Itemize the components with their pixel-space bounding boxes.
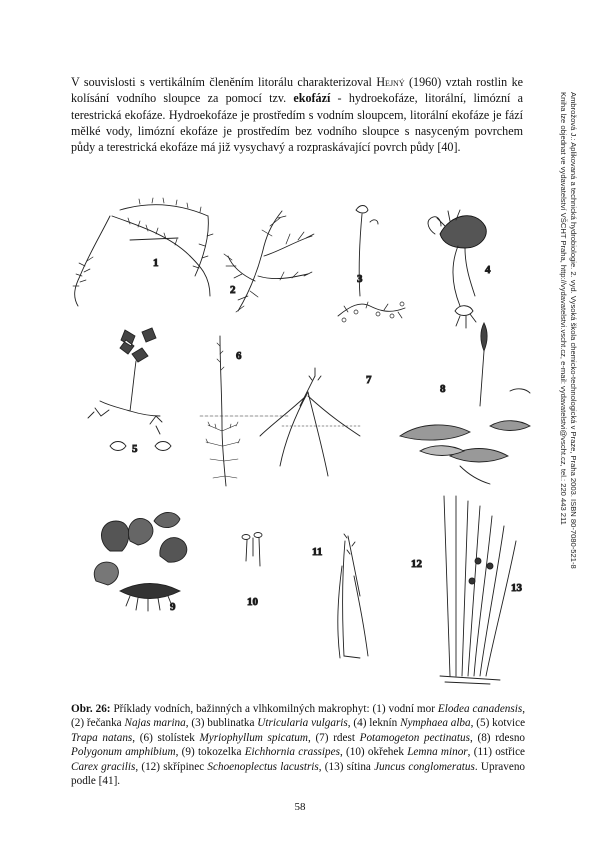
page-number: 58 xyxy=(294,801,306,813)
caption-item-number: (5) xyxy=(476,717,493,730)
caption-item xyxy=(141,761,324,773)
caption-item xyxy=(315,732,477,744)
body-paragraph xyxy=(71,74,523,155)
caption-item xyxy=(191,717,353,729)
plant-drawing-9 xyxy=(94,512,187,611)
caption-item-latin-name: Potamogeton pectinatus xyxy=(359,731,470,744)
author-name: Hejný xyxy=(376,75,405,89)
plant-drawing-6 xyxy=(200,336,290,486)
caption-item-number: (11) xyxy=(473,746,496,759)
caption-item-separator: , xyxy=(185,717,192,730)
caption-item-latin-name: Carex gracilis xyxy=(71,760,136,773)
caption-item-common-name: rdest xyxy=(333,731,360,744)
caption-item xyxy=(325,761,481,773)
caption-item-latin-name: Eichhornia crassipes xyxy=(244,746,340,759)
plant-drawing-4 xyxy=(428,210,486,328)
caption-item-separator: , xyxy=(135,760,142,773)
plant-label-8: 8 xyxy=(440,383,446,395)
caption-item-number: (10) xyxy=(346,746,368,759)
caption-item-common-name: rdesno xyxy=(495,731,526,744)
plant-drawing-5 xyxy=(88,328,171,451)
caption-item-latin-name: Polygonum amphibium xyxy=(71,746,176,759)
caption-item-latin-name: Najas marina xyxy=(124,717,186,730)
caption-item-latin-name: Schoenoplectus lacustris xyxy=(207,760,319,773)
plant-label-3: 3 xyxy=(357,273,363,285)
caption-item xyxy=(353,717,476,729)
plant-label-1: 1 xyxy=(153,257,159,269)
plant-label-11: 11 xyxy=(312,546,323,558)
caption-item-separator: , xyxy=(175,746,182,759)
caption-item-number: (6) xyxy=(139,731,158,744)
caption-item-latin-name: Myriophyllum spicatum xyxy=(199,731,308,744)
caption-outro: Upraveno podle [41]. xyxy=(71,760,526,788)
caption-item-latin-name: Nymphaea alba xyxy=(400,717,471,730)
caption-item-number: (8) xyxy=(477,731,496,744)
plant-label-13: 13 xyxy=(511,582,522,594)
paragraph-rest: - hydroekofáze, litorální, limózní a terestrická ekofáze. Hydroekofáze je prostředím s vodním sloupcem, litorální ekofáze je fází mělké vody, limózní ekofáze je prostředím bez vodního sloupce s nasyceným povrchem půdy a terestrická ekofáze má již vysychavý a rozpraskávající povrch půdy [40]. xyxy=(71,91,524,155)
plant-illustrations xyxy=(60,196,540,696)
plant-drawing-11 xyxy=(338,534,368,658)
caption-item xyxy=(182,746,346,758)
side-note-line-2: Kniha lze objednat ve vydavatelství VŠCHT Praha, http://vydavatelstvi.vscht.cz, e-mail: vydavatelstvi@vscht.cz, tel.: 220 443 211 xyxy=(559,92,568,525)
plant-drawing-12-13 xyxy=(440,496,516,684)
copyright-side-note xyxy=(558,92,578,612)
caption-item-separator: , xyxy=(347,717,354,730)
caption-item-common-name: tokozelka xyxy=(197,746,245,759)
plant-label-5: 5 xyxy=(132,443,138,455)
caption-item-common-name: sítina xyxy=(346,760,375,773)
caption-item xyxy=(373,703,526,715)
caption-item-number: (7) xyxy=(315,731,334,744)
plant-label-6: 6 xyxy=(236,350,242,362)
paragraph-intro: V souvislosti s vertikálním členěním litorálu charakterizoval xyxy=(71,75,377,89)
caption-item-separator: , xyxy=(132,731,140,744)
plant-drawing-3 xyxy=(338,206,405,323)
caption-prefix: Obr. 26: xyxy=(71,703,111,715)
plant-label-7: 7 xyxy=(366,374,372,386)
caption-intro: Příklady vodních, bažinných a vlhkomilných makrophyt: xyxy=(110,703,373,715)
caption-item-separator: , xyxy=(318,760,325,773)
caption-item-separator: , xyxy=(522,703,526,715)
caption-item-separator: , xyxy=(307,731,316,744)
plant-label-12: 12 xyxy=(411,558,422,570)
caption-item-common-name: ostřice xyxy=(495,746,526,759)
caption-item xyxy=(140,732,316,744)
term-ekofazi: ekofází xyxy=(293,91,331,106)
plant-label-4: 4 xyxy=(485,264,491,276)
caption-item-latin-name: Trapa natans xyxy=(71,731,133,744)
caption-item-latin-name: Utricularia vulgaris xyxy=(257,717,348,730)
caption-item-number: (2) xyxy=(71,717,87,730)
side-note-line-1: Ambrožová J.: Aplikovaná a technická hydrobiologie. 2. vyd. Vysoká škola chemicko-technologická v Praze, Praha 2003. ISBN 80-7080-521-8 xyxy=(569,92,578,569)
caption-item-common-name: okřehek xyxy=(367,746,408,759)
caption-item-number: (4) xyxy=(353,717,370,730)
caption-item xyxy=(346,746,474,758)
caption-item-common-name: stolístek xyxy=(157,731,200,744)
caption-item-separator: , xyxy=(339,746,346,759)
caption-item-latin-name: Lemna minor xyxy=(407,746,468,759)
caption-item-common-name: bublinatka xyxy=(207,717,258,730)
caption-item-separator: , xyxy=(469,731,478,744)
caption-item xyxy=(71,717,191,729)
caption-item-number: (3) xyxy=(191,717,208,730)
caption-item-latin-name: Juncus conglomeratus xyxy=(374,760,475,773)
paragraph-middle: (1960) vztah rostlin ke kolísání vodního sloupce za pomocí tzv. xyxy=(71,75,523,106)
plant-drawing-8 xyxy=(400,323,530,484)
plant-illustration-figure xyxy=(60,196,540,696)
caption-item-latin-name: Elodea canadensis xyxy=(437,703,523,715)
caption-item-number: (1) xyxy=(372,703,389,715)
caption-item-common-name: skřípinec xyxy=(163,760,208,773)
caption-item-separator: . xyxy=(474,760,481,773)
caption-item-common-name: řečanka xyxy=(86,717,125,730)
caption-item-common-name: kotvice xyxy=(492,717,526,730)
plant-drawing-10 xyxy=(242,533,262,567)
caption-item-number: (12) xyxy=(141,760,164,773)
plant-label-2: 2 xyxy=(230,284,236,296)
caption-item-number: (13) xyxy=(324,760,347,773)
plant-drawing-2 xyxy=(224,211,314,312)
caption-item-separator: , xyxy=(470,717,477,730)
plant-label-10: 10 xyxy=(247,596,258,608)
plant-label-9: 9 xyxy=(170,601,176,613)
caption-item-common-name: vodní mor xyxy=(388,703,438,715)
figure-caption xyxy=(71,702,525,788)
plant-drawing-1 xyxy=(73,198,213,306)
caption-item-number: (9) xyxy=(181,746,198,759)
caption-item-common-name: leknín xyxy=(369,717,401,730)
plant-drawing-7 xyxy=(260,368,360,476)
caption-item-separator: , xyxy=(467,746,474,759)
